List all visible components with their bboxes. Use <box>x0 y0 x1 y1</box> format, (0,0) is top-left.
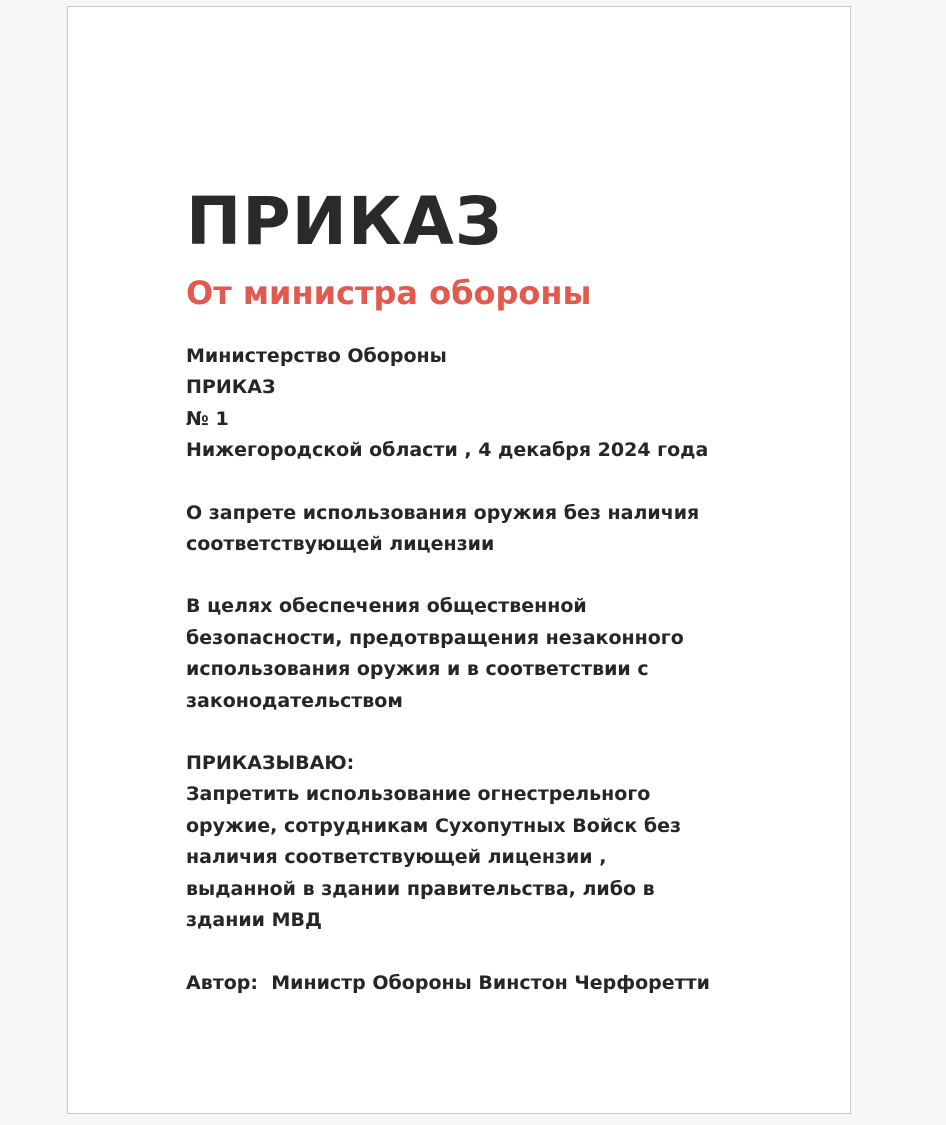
author-line <box>186 968 806 999</box>
document-title: ПРИКАЗ <box>186 183 503 260</box>
order-line: здании МВД <box>186 909 322 932</box>
order-heading: ПРИКАЗЫВАЮ: <box>186 752 355 775</box>
spacer <box>186 467 806 498</box>
order-line: наличия соответствующей лицензии , <box>186 846 607 869</box>
document-page <box>67 6 851 1114</box>
document-subtitle: От министра обороны <box>186 274 592 312</box>
spacer <box>186 560 806 591</box>
order-line: выданной в здании правительства, либо в <box>186 877 655 900</box>
spacer <box>186 717 806 748</box>
spacer <box>186 937 806 968</box>
order-line: оружие, сотрудникам Сухопутных Войск без <box>186 814 682 837</box>
doc-number: № 1 <box>186 407 229 430</box>
ministry-name: Министерство Обороны <box>186 345 447 367</box>
doc-type: ПРИКАЗ <box>186 376 276 399</box>
subject-line: соответствующей лицензии <box>186 533 495 556</box>
preamble-line: В целях обеспечения общественной <box>186 595 587 618</box>
author-label: Автор: <box>186 971 258 994</box>
preamble-line: безопасности, предотвращения незаконного <box>186 626 684 649</box>
preamble-line: использования оружия и в соответствии с <box>186 658 649 681</box>
author-name: Министр Обороны Винстон Черфоретти <box>271 971 710 994</box>
place-date: Нижегородской области , 4 декабря 2024 года <box>186 439 709 462</box>
order-line: Запретить использование огнестрельного <box>186 783 651 806</box>
preamble-line: законодательством <box>186 689 403 712</box>
document-content <box>186 179 806 999</box>
document-body <box>186 341 806 999</box>
subject-line: О запрете использования оружия без наличия <box>186 501 700 524</box>
